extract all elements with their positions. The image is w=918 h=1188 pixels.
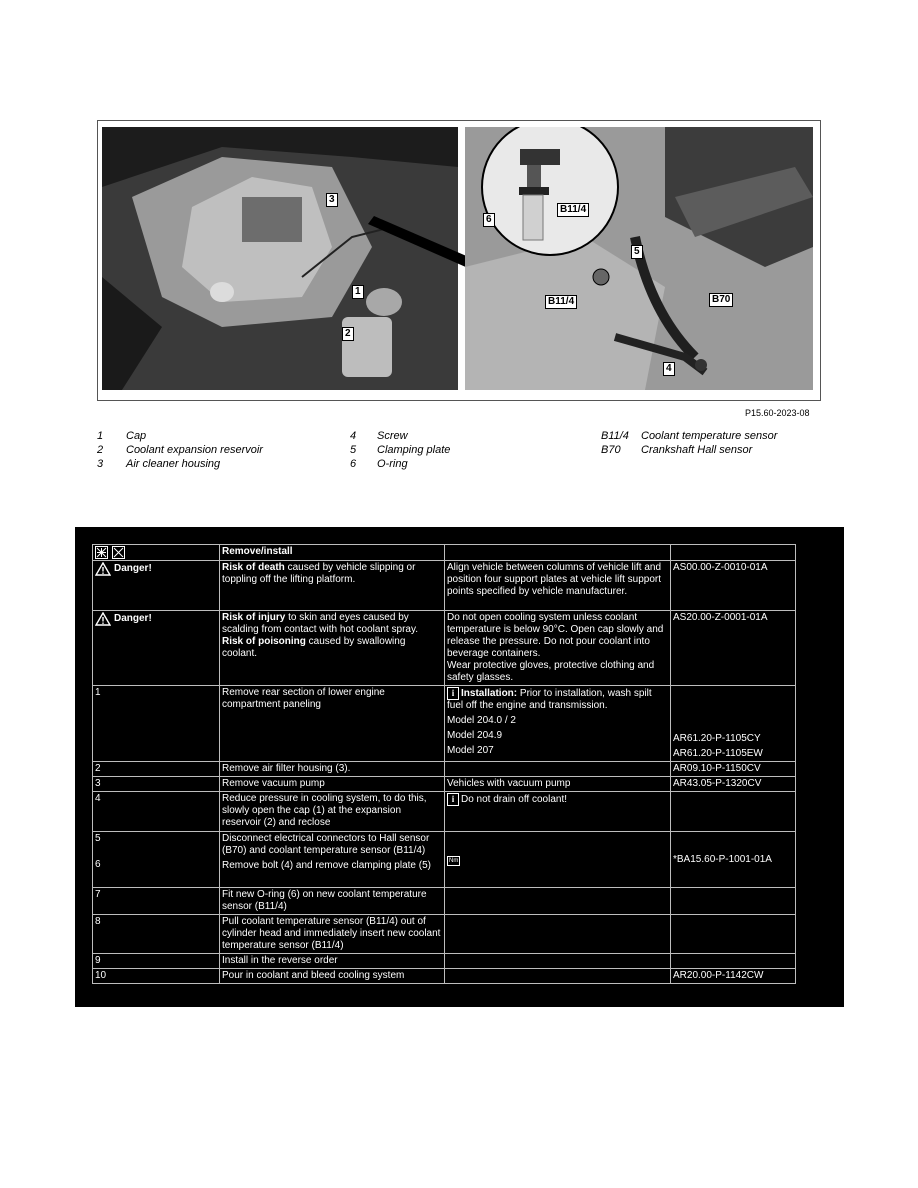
table-cell [671, 792, 796, 832]
legend-column-2 [350, 429, 450, 471]
table-cell [445, 954, 671, 969]
table-row [93, 792, 796, 832]
callout-1: 1 [352, 285, 364, 299]
table-header-row [93, 545, 796, 561]
table-row [93, 611, 796, 686]
table-cell [220, 611, 445, 686]
callout-b70: B70 [709, 293, 733, 307]
table-cell [671, 915, 796, 954]
legend-label: Air cleaner housing [126, 458, 221, 470]
header-title: Remove/install [220, 545, 445, 561]
legend-key: B70 [601, 444, 621, 456]
table-row [93, 777, 796, 792]
legend-key: 3 [97, 458, 104, 470]
table-row [93, 832, 796, 888]
danger-label: Danger! [114, 563, 152, 574]
step-number: 2 [93, 762, 220, 777]
step-text: Install in the reverse order [220, 954, 445, 969]
legend-label: O-ring [377, 458, 408, 470]
callout-5: 5 [631, 245, 643, 259]
step-number: 9 [93, 954, 220, 969]
step-note: Do not drain off coolant! [461, 794, 567, 806]
risk-text: caused by swallowing coolant. [222, 636, 406, 659]
callout-3: 3 [326, 193, 338, 207]
reference-link[interactable]: AS00.00-Z-0010-01A [671, 561, 796, 611]
table-row [93, 762, 796, 777]
legend-label: Clamping plate [377, 444, 451, 456]
legend-key: 6 [350, 458, 357, 470]
info-icon: i [447, 687, 459, 700]
legend-item [350, 443, 450, 457]
procedure-table [92, 544, 796, 984]
step-text: Pour in coolant and bleed cooling system [220, 969, 445, 984]
step-number: 7 [93, 888, 220, 915]
step-note: Vehicles with vacuum pump [445, 777, 671, 792]
table-row [93, 954, 796, 969]
danger-cell [93, 561, 220, 611]
reference-link[interactable]: AR20.00-P-1142CW [671, 969, 796, 984]
sensor-closeup-photo [465, 127, 813, 390]
reference-link[interactable]: AR09.10-P-1150CV [671, 762, 796, 777]
table-row [93, 888, 796, 915]
legend-item [350, 457, 450, 471]
step-number: 1 [93, 686, 220, 762]
reference-link[interactable]: *BA15.60-P-1001-01A [671, 832, 796, 888]
note-text: Wear protective gloves, protective clothing and safety glasses. [447, 660, 655, 683]
legend-label: Cap [126, 430, 147, 442]
step-text: Pull coolant temperature sensor (B11/4) out of cylinder head and immediately insert new coolant temperature sensor (B11/4) [220, 915, 445, 954]
table-cell [445, 888, 671, 915]
table-cell [445, 762, 671, 777]
danger-cell [93, 611, 220, 686]
model-text: Model 204.0 / 2 [447, 715, 516, 727]
callout-4: 4 [663, 362, 675, 376]
table-cell [445, 611, 671, 686]
legend-key: 2 [97, 444, 104, 456]
step-text: Disconnect electrical connectors to Hall sensor (B70) and coolant temperature sensor (B11/4) [222, 833, 430, 856]
warning-icon [95, 562, 111, 576]
legend-item [601, 443, 777, 457]
table-row [93, 561, 796, 611]
table-cell [445, 832, 671, 888]
step-number: 3 [93, 777, 220, 792]
table-cell [445, 792, 671, 832]
risk-bold: Risk of death [222, 562, 285, 573]
risk-text: to skin and eyes caused by scalding from contact with hot coolant spray. [222, 612, 419, 635]
legend-key: 4 [350, 430, 357, 442]
risk-text: caused by vehicle slipping or toppling off the lifting platform. [222, 562, 416, 585]
table-row [93, 915, 796, 954]
legend-item [97, 443, 263, 457]
table-row [93, 686, 796, 762]
step-number: 10 [93, 969, 220, 984]
collapse-icon[interactable] [112, 546, 125, 559]
table-cell [445, 969, 671, 984]
callout-b11-4: B11/4 [545, 295, 577, 309]
legend-label: Crankshaft Hall sensor [641, 444, 753, 456]
legend-item [97, 429, 263, 443]
reference-link[interactable]: AR43.05-P-1320CV [671, 777, 796, 792]
step-text: Remove rear section of lower engine compartment paneling [220, 686, 445, 762]
callout-2: 2 [342, 327, 354, 341]
legend-column-3 [601, 429, 777, 457]
legend-item [350, 429, 450, 443]
torque-icon: Nm [449, 857, 459, 864]
step-text: Reduce pressure in cooling system, to do this, slowly open the cap (1) at the expansion reservoir (2) and reclose [220, 792, 445, 832]
table-cell [671, 888, 796, 915]
table-cell [93, 832, 220, 888]
legend-key: 1 [97, 430, 104, 442]
legend-item [601, 429, 777, 443]
reference-link[interactable]: AR61.20-P-1105CY [673, 733, 761, 744]
table-cell [671, 954, 796, 969]
info-icon: i [447, 793, 459, 806]
risk-bold: Risk of injury [222, 612, 286, 623]
step-text: Remove vacuum pump [220, 777, 445, 792]
warning-icon [95, 612, 111, 626]
model-text: Model 204.9 [447, 730, 503, 742]
step-number: 4 [93, 792, 220, 832]
table-cell [445, 686, 671, 762]
table-row [93, 969, 796, 984]
danger-label: Danger! [114, 613, 152, 624]
step-text: Fit new O-ring (6) on new coolant temperature sensor (B11/4) [220, 888, 445, 915]
legend-key: B11/4 [601, 430, 629, 442]
table-cell [220, 561, 445, 611]
legend-column-1 [97, 429, 263, 471]
reference-link[interactable]: AS20.00-Z-0001-01A [671, 611, 796, 686]
step-number: 6 [95, 859, 101, 870]
install-bold: Installation: [461, 688, 518, 700]
legend-label: Screw [377, 430, 408, 442]
legend-item [97, 457, 263, 471]
figure-id: P15.60-2023-08 [745, 408, 810, 418]
procedure-panel [75, 527, 844, 1007]
legend-key: 5 [350, 444, 357, 456]
header-icons-cell [93, 545, 220, 561]
table-cell: Align vehicle between columns of vehicle lift and position four support plates at vehicle lift support points specified by vehicle manufacturer. [445, 561, 671, 611]
install-text: Prior to installation, wash spilt fuel off the engine and transmission. [447, 688, 652, 712]
table-cell [671, 686, 796, 762]
callout-6: 6 [483, 213, 495, 227]
note-text: Do not open cooling system unless coolant temperature is below 90°C. Open cap slowly and release the pressure. Do not pour coolant into beverage containers. [447, 612, 664, 659]
step-text: Remove air filter housing (3). [220, 762, 445, 777]
table-cell [445, 545, 671, 561]
step-number: 5 [95, 833, 101, 844]
expand-icon[interactable] [95, 546, 108, 559]
step-number: 8 [93, 915, 220, 954]
callout-b11-4-zoom: B11/4 [557, 203, 589, 217]
reference-link[interactable]: AR61.20-P-1105EW [673, 748, 763, 759]
table-cell [671, 545, 796, 561]
figure [97, 120, 821, 401]
table-cell [445, 915, 671, 954]
model-text: Model 207 [447, 745, 494, 757]
legend-label: Coolant temperature sensor [641, 430, 778, 442]
step-text: Remove bolt (4) and remove clamping plate (5) [222, 860, 431, 871]
risk-bold: Risk of poisoning [222, 636, 306, 647]
legend-label: Coolant expansion reservoir [126, 444, 263, 456]
table-cell [220, 832, 445, 888]
